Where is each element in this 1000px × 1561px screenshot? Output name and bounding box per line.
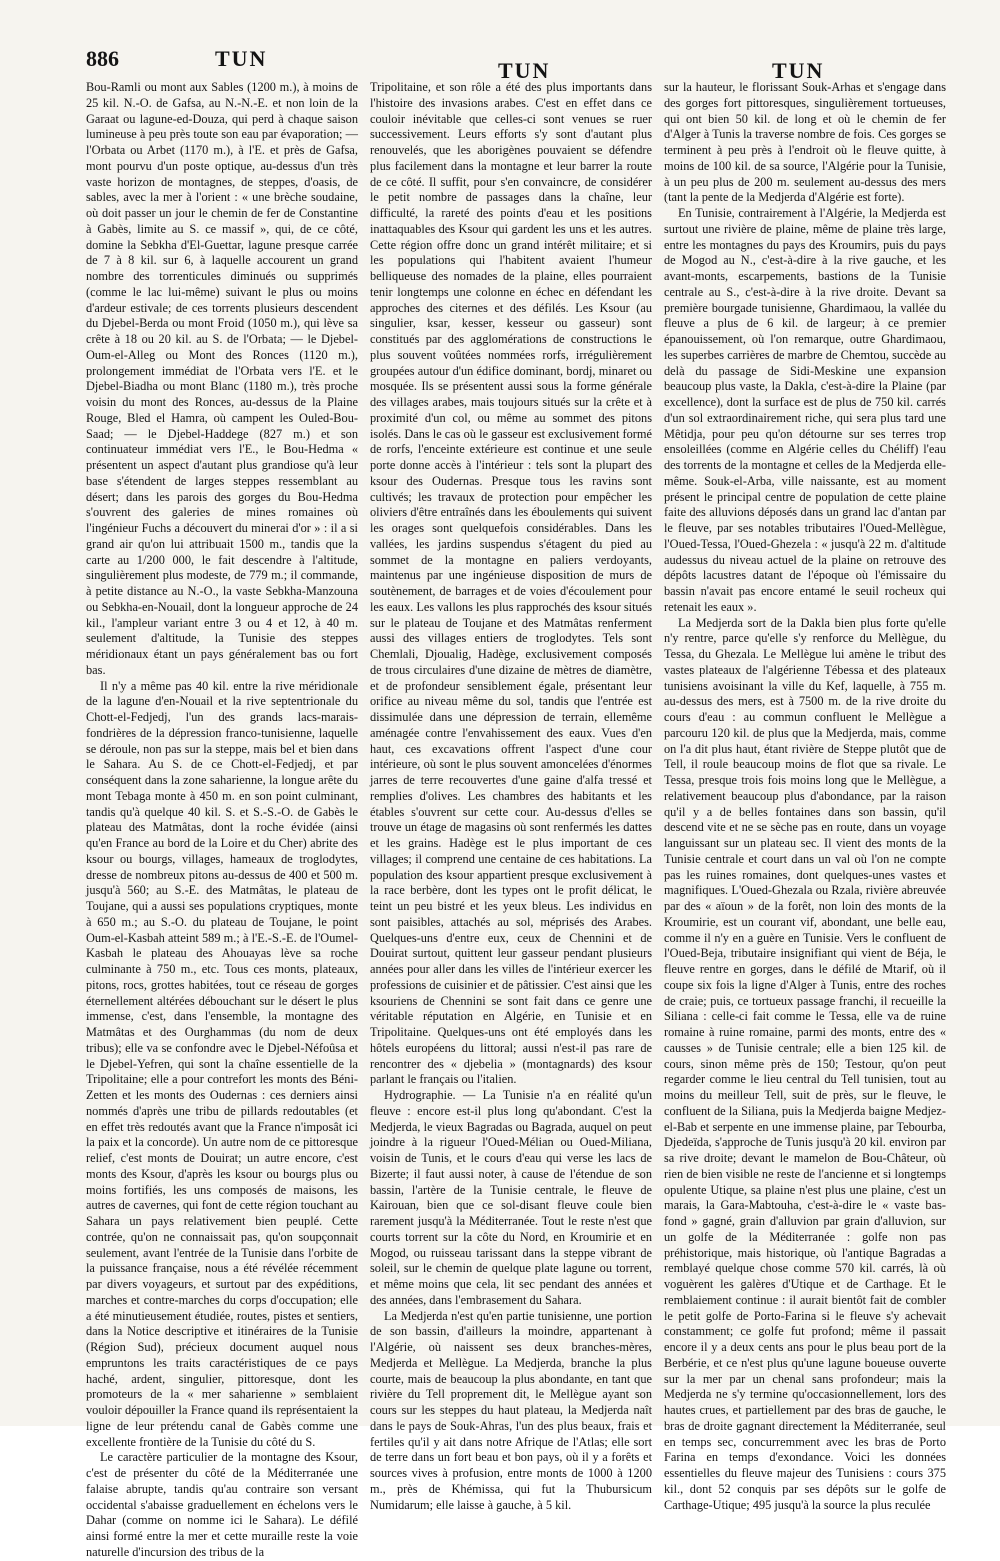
- paragraph: En Tunisie, contrairement à l'Algérie, la Medjerda est surtout une rivière de plaine, même de plaine très large, entre les montagnes du pays des Kroumirs, puis du pays de Mogod au N., c'est-à-dire à la rive gauche, et les avant-monts, escarpements, bastions de la Tunisie centrale au S., c'est-à-dire à la rive droite. Devant sa première bourgade tunisienne, Ghardimaou, la vallée du fleuve a plus de 6 kil. de largeur; à ce premier épanouissement, où l'on remarque, outre Ghardimaou, les superbes carrières de marbre de Chemtou, succède au delà du passage de Sidi-Meskine une expansion beaucoup plus vaste, la Dakla, c'est-à-dire la Plaine (par excellence), dont la surface est de plus de 750 kil. carrés d'un sol extraordinairement riche, qui sera plus tard une Mêtidja, pour peu qu'on détourne sur ses terres trop ensoleillées (comme en Algérie celles du Chéliff) l'eau des torrents de la montagne et celles de la Medjerda elle-même. Souk-el-Arba, ville naissante, est au moment présent le principal centre de population de cette plaine faite des alluvions déposés dans un grand lac d'antan par le fleuve, par ses notables tributaires l'Oued-Mellègue, l'Oued-Tessa, l'Oued-Ghezela : « jusqu'à 22 m. d'altitude audessus du niveau actuel de la plaine on retrouve des dépôts lacustres datant de l'époque où l'émissaire du bassin n'avait pas encore entamé le seuil rocheux qui retenait les eaux ».: [664, 206, 946, 614]
- text-column-2: [370, 80, 652, 1512]
- paragraph: Le caractère particulier de la montagne des Ksour, c'est de présenter du côté de la Méditerranée une falaise abrupte, tandis qu'au contraire son versant occidental s'abaisse graduellement en échelons vers le Dahar (comme on nomme ici le Sahara). Le défilé ainsi formé entre la mer et cette muraille reste la voie naturelle d'incursion des tribus de la: [86, 1450, 358, 1559]
- page-number: 886: [86, 46, 119, 71]
- running-head-left: TUN: [215, 46, 268, 71]
- running-head-center: TUN: [498, 58, 551, 83]
- text-column-3: [664, 80, 946, 1512]
- paragraph: Bou-Ramli ou mont aux Sables (1200 m.), à moins de 25 kil. N.-O. de Gafsa, au N.-N.-E. et non loin de la Garaat ou lagune-ed-Douza, qui perd à chaque saison lumineuse à peu près toute son eau par évaporation; — l'Orbata ou Arbet (1170 m.), à l'E. et près de Gafsa, mont pourvu d'un poste optique, au-dessus d'un très vaste horizon de montagnes, de steppes, d'oasis, de sables, avec la mer à l'orient : « une brèche soudaine, où doit passer un jour le chemin de fer de Constantine à Gabès, limite au S. ce massif », qui, de ce côté, domine la Sebkha d'El-Guettar, lagune presque carrée de 7 à 8 kil. sur 6, à laquelle accourent un grand nombre des torrenticules diminués ou supprimés (comme le lac lui-même) suivant le plus ou moins d'ardeur estivale; de ces torrents plusieurs descendent du Djebel-Berda ou mont Froid (1050 m.), qui lève sa crête à 18 ou 20 kil. au S. de l'Orbata; — le Djebel-Oum-el-Alleg ou Mont des Ronces (1120 m.), prolongement immédiat de l'Orbata vers l'E. et le Djebel-Biadha ou mont Blanc (1180 m.), très proche voisin du mont des Ronces, au-dessus de la Plaine Rouge, Bled el Hamra, où campent les Ouled-Bou-Saad; — le Djebel-Haddege (827 m.) et son continuateur immédiat vers l'E., le Bou-Hedma « présentent un aspect d'autant plus grandiose qu'à leur base s'étendent de larges steppes ressemblant au désert; dans les parois des gorges du Bou-Hedma s'ouvrent des galeries de mines romaines où l'ingénieur Fuchs a découvert du minerai d'or » : il a si grand air qu'on lui attribuait 1500 m., tandis que la carte au 1/200 000, le fait descendre à l'altitude, singulièrement plus modeste, de 779 m.; il commande, à petite distance au N.-O., la vaste Sebkha-Manzouna ou Sebkha-en-Nouail, dont la longueur approche de 24 kil., l'ampleur variant entre 3 ou 4 et 12, à 40 m. seulement d'altitude, la Tunisie des steppes méridionaux étant un pays généralement bas ou fort bas.: [86, 80, 358, 677]
- paragraph: La Medjerda sort de la Dakla bien plus forte qu'elle n'y rentre, parce qu'elle s'y renforce du Mellègue, du Tessa, du Ghezala. Le Mellègue lui amène le tribut des vastes plateaux de l'algérienne Tébessa et des plateaux tunisiens avoisinant la ville du Kef, laquelle, à 755 m. au-dessus des mers, est à 7500 m. de la rive droite du cours d'eau : au commun confluent le Mellègue a parcouru 120 kil. de plus que la Medjerda, mais, comme on l'a dit plus haut, étant rivière de Steppe plutôt que de Tell, il roule beaucoup moins de flot que sa rivale. Le Tessa, presque trois fois moins long que le Mellègue, a relativement beaucoup plus d'abondance, par la raison qu'il y a de belles fontaines dans son bassin, qu'il descend vite et ne se sèche pas en route, dans un voyage languissant sur un plateau sec. Il vient des monts de la Tunisie centrale et court dans un val où l'on ne compte pas les ruines romaines, dont quelques-unes vastes et magnifiques. L'Oued-Ghezala ou Rzala, rivière abreuvée par des « aïoun » de la forêt, non loin des monts de la Kroumirie, est un courant vif, abondant, une belle eau, comme il n'y en a guère en Tunisie. Vers le confluent de l'Oued-Beja, tributaire insignifiant qui vient de Béja, le fleuve rentre en gorges, dans le défilé de Mtarif, où il coupe six fois la ligne d'Alger à Tunis, entre des roches de craie; puis, ce tortueux passage franchi, il recueille la Siliana : celle-ci fait comme le Tessa, elle va de ruine romaine à ruine romaine, parmi des monts, entre des « causses » de Tunisie centrale; elle a bien 125 kil. de cours, sinon même près de 150; Testour, qu'on peut regarder comme le lieu central du Tell tunisien, tout au moins du meilleur Tell, suit de près, sur le fleuve, le confluent de la Siliana, puis la Medjerda baigne Medjez-el-Bab et serpente en une immense plaine, par Tebourba, Djedeïda, s'approche de Tunis jusqu'à 20 kil. environ par sa rive droite; devant le mamelon de Bou-Châteur, où rien de bien visible ne reste de l'ancienne et si longtemps opulente Utique, sa plaine n'est plus une plaine, c'est un marais, la Gara-Mabtouha, c'est-à-dire le « vaste bas-fond » gagné, grain d'alluvion par grain d'alluvion, sur un golfe de la Méditerranée : golfe non pas préhistorique, mais historique, où l'antique Bagradas a remblayé quelque chose comme 570 kil. carrés, là où voguèrent les galères d'Utique et de Carthage. Et le remblaiement continue : il aurait bientôt fait de combler le petit golfe de Porto-Farina si le fleuve s'y achevait constamment; ce golfe fut profond; même il passait encore il y a deux cents ans pour le plus beau port de la Berbérie, et ce n'est plus qu'une lagune boueuse ouverte sur la mer par un chenal sans profondeur; mais la Medjerda ne s'y termine qu'occasionnellement, lors des hautes crues, et partiellement par des bras de gauche, le bras de droite gagnant directement la Méditerranée, seul en temps sec, concurremment avec les bras de Porto Farina en temps d'exondance. Voici les données essentielles du fleuve majeur des Tunisiens : cours 375 kil., dont 52 conquis par ses dépôts sur le golfe de Carthage-Utique; 495 jusqu'à la source la plus reculée: [664, 615, 946, 1512]
- text-column-1: [86, 80, 358, 1559]
- paragraph: La Medjerda n'est qu'en partie tunisienne, une portion de son bassin, d'ailleurs la moindre, appartenant à l'Algérie, où naissent ses deux branches-mères, Medjerda et Mellègue. La Medjerda, branche la plus courte, mais de beaucoup la plus abondante, en tant que rivière du Tell proprement dit, le Mellègue ayant son cours sur les steppes du haut plateau, la Medjerda naît dans le pays de Souk-Ahras, l'un des plus beaux, frais et fertiles qu'il y ait dans notre Afrique de l'Atlas; elle sort de terre dans un fort beau et bon pays, où il y a forêts et sources vives à profusion, entre monts de 1000 à 1200 m., près de Khémissa, qui fut la Thubursicum Numidarum; elle laisse à gauche, à 5 kil.: [370, 1308, 652, 1512]
- running-head-right: TUN: [772, 58, 825, 83]
- paragraph: sur la hauteur, le florissant Souk-Arhas et s'engage dans des gorges fort pittoresques, singulièrement tortueuses, qui ont bien 50 kil. de long et où le chemin de fer d'Alger à Tunis la traverse nombre de fois. Ces gorges se terminent à peu près à l'endroit où le fleuve quitte, à moins de 100 kil. de sa source, l'Algérie pour la Tunisie, à un peu plus de 200 m. seulement au-dessus des mers (tant la pente de la Medjerda d'Algérie est forte).: [664, 80, 946, 205]
- paragraph: Hydrographie. — La Tunisie n'a en réalité qu'un fleuve : encore est-il plus long qu'abondant. C'est la Medjerda, le vieux Bagradas ou Bagrada, auquel on peut joindre à la rigueur l'Oued-Mélian ou Oued-Miliana, voisin de Tunis, et le cours d'eau qui verse les lacs de Bizerte; il faut aussi noter, à cause de l'étendue de son bassin, l'artère de la Tunisie centrale, le fleuve de Kairouan, bien que ce sol-disant fleuve coule bien rarement jusqu'à la Méditerranée. Tout le reste n'est que courts torrent sur la côte du Nord, en Kroumirie et en Mogod, ou ruisseau tarissant dans la steppe vibrant de soleil, sur le chemin de quelque plate lagune ou torrent, et même moins que cela, lit sec pendant des années et des années, dans l'embrasement du Sahara.: [370, 1088, 652, 1307]
- paragraph: Il n'y a même pas 40 kil. entre la rive méridionale de la lagune d'en-Nouail et la rive septentrionale du Chott-el-Fedjedj, l'un des grands lacs-marais-fondrières de la dépression franco-tunisienne, laquelle se déroule, non pas sur la steppe, mais bel et bien dans le Sahara. Au S. de ce Chott-el-Fedjedj, et par conséquent dans la zone saharienne, la longue arête du mont Tebaga monte à 450 m. en son point culminant, tandis qu'à quelque 40 kil. S. et S.-S.-O. de Gabès le plateau des Matmâtas, dont la roche évidée (ainsi qu'en France au bord de la Loire et du Cher) abrite des ksour ou bourgs, villages, hameaux de troglodytes, dresse de nombreux pitons au-dessus de 400 et 500 m. jusqu'à 560; au S.-E. des Matmâtas, le plateau de Toujane, qui a aussi ses populations cryptiques, monte à 650 m.; au S.-O. du plateau de Toujane, le point Oum-el-Kasbah atteint 589 m.; à l'E.-S.-E. de l'Oumel-Kasbah le plateau des Ahouayas lève sa roche culminante à 750 m., etc. Tous ces monts, plateaux, pitons, rocs, grottes habitées, tout ce réseau de gorges éternellement altérées débouchant sur le désert le plus immense, c'est, dans l'ensemble, la montagne des Matmâtas et des Ourghammas (du nom de deux tribus); elle va se confondre avec le Djebel-Néfoûsa et le Djebel-Yefren, qui sont la chaîne essentielle de la Tripolitaine; elle a pour contrefort les monts des Béni-Zetten et les monts des Oudernas : ces derniers ainsi nommés d'après une tribu de pillards redoutables (et en effet très redoutés avant que la France n'imposât ici la paix et la concorde). Un autre nom de ce pittoresque relief, c'est monts de Douirat; un autre encore, c'est monts des Ksour, d'après les ksour ou bourgs plus ou moins fortifiés, les uns composés de maisons, les autres de cavernes, qui font de cette région touchant au Sahara un pays relativement bien peuplé. Cette contrée, qu'on ne connaissait pas, qu'on soupçonnait seulement, avant l'entrée de la Tunisie dans l'orbite de la puissance française, nous a été révélée récemment par divers voyageurs, et surtout par des expéditions, marches et contre-marches du corps d'occupation; elle a été minutieusement étudiée, routes, pistes et sentiers, dans la Notice descriptive et itinéraires de la Tunisie (Région Sud), précieux document auquel nous empruntons les traits caractéristiques de ce pays haché, ardent, singulier, pittoresque, dont les promoteurs de la « mer saharienne » semblaient vouloir dépouiller la France quand ils représentaient la ligne de leur prétendu canal de Gabès comme une excellente frontière de la Tunisie du côté du S.: [86, 678, 358, 1449]
- paragraph: Tripolitaine, et son rôle a été des plus importants dans l'histoire des invasions arabes. C'est en effet dans ce couloir inévitable que celles-ci sont venues se ruer successivement. Leurs efforts s'y sont d'autant plus renouvelés, que les aborigènes pouvaient se défendre plus facilement dans la montagne et leur barrer la route de ce côté. Il suffit, pour s'en convaincre, de considérer le petit nombre de passages dans la chaîne, leur difficulté, la rareté des points d'eau et les positions inattaquables des Ksour qui gardent les uns et les autres. Cette région offre donc un grand intérêt militaire; et si les populations qui l'habitent avaient l'humeur belliqueuse des nomades de la plaine, elles pourraient tenir longtemps une colonne en échec en défendant les approches des citernes et des défilés. Les Ksour (au singulier, ksar, kesser, kesseur ou gasseur) sont constitués par des agglomérations de constructions le plus souvent voûtées nommées rorfs, irrégulièrement groupées autour d'un édifice dominant, bordj, minaret ou mosquée. Ils se présentent aussi sous la forme générale des villages arabes, mais toujours situés sur la crête et à proximité d'un col, ou même au sommet des pitons isolés. Dans le cas où le gasseur est exclusivement formé de rorfs, l'enceinte extérieure est continue et une seule porte donne accès à l'intérieur : tels sont la plupart des ksour des Oudernas. Presque tous les ravins sont cultivés; les travaux de protection pour empêcher les oliviers d'être entraînés dans les éboulements qui suivent les orages sont quelquefois considérables. Dans les vallées, les jardins suspendus s'étagent du pied au sommet de la montagne en paliers verdoyants, maintenus par une ingénieuse disposition de murs de soutènement, de barrages et de voies d'écoulement pour les eaux. Les vallons les plus rapprochés des ksour situés sur le plateau de Toujane et des Matmâtas renferment aussi des villages entiers de troglodytes. Tels sont Chemlali, Djoualig, Hadège, exclusivement composés de trous circulaires d'une dizaine de mètres de diamètre, et de profondeur sensiblement égale, présentant leur orifice au niveau même du sol, tandis que l'entrée est dissimulée dans une dépression de terrain, ellemême aménagée contre l'envahissement des eaux. Vues d'en haut, ces excavations offrent l'aspect d'une cour intérieure, où sont le plus souvent amoncelées d'énormes jarres de terre recouvertes d'une gaine d'alfa tressé et remplies d'olives. Les chambres des habitants et les étables s'ouvrent sur cette cour. Au-dessus d'elles se trouve un étage de magasins où sont renfermés les dattes et les grains. Hadège est le plus important de ces villages; il comprend une centaine de ces habitations. La population des ksour appartient presque exclusivement à la race berbère, dont les types ont le profit délicat, le teint un peu bistré et les yeux bleus. Les individus en sont paisibles, attachés au sol, méprisés des Arabes. Quelques-uns d'entre eux, ceux de Chennini et de Douirat surtout, quittent leur gasseur pendant plusieurs années pour aller dans les villes de l'intérieur exercer les professions de cuisinier et de pâtissier. C'est ainsi que les ksouriens de Chennini se sont fait dans ce genre une véritable réputation en Algérie, en Tunisie et en Tripolitaine. Quelques-uns ont été employés dans les hôtels européens du littoral; aussi n'est-il pas rare de rencontrer des « djebelia » (montagnards) des ksour parlant le français ou l'italien.: [370, 80, 652, 1087]
